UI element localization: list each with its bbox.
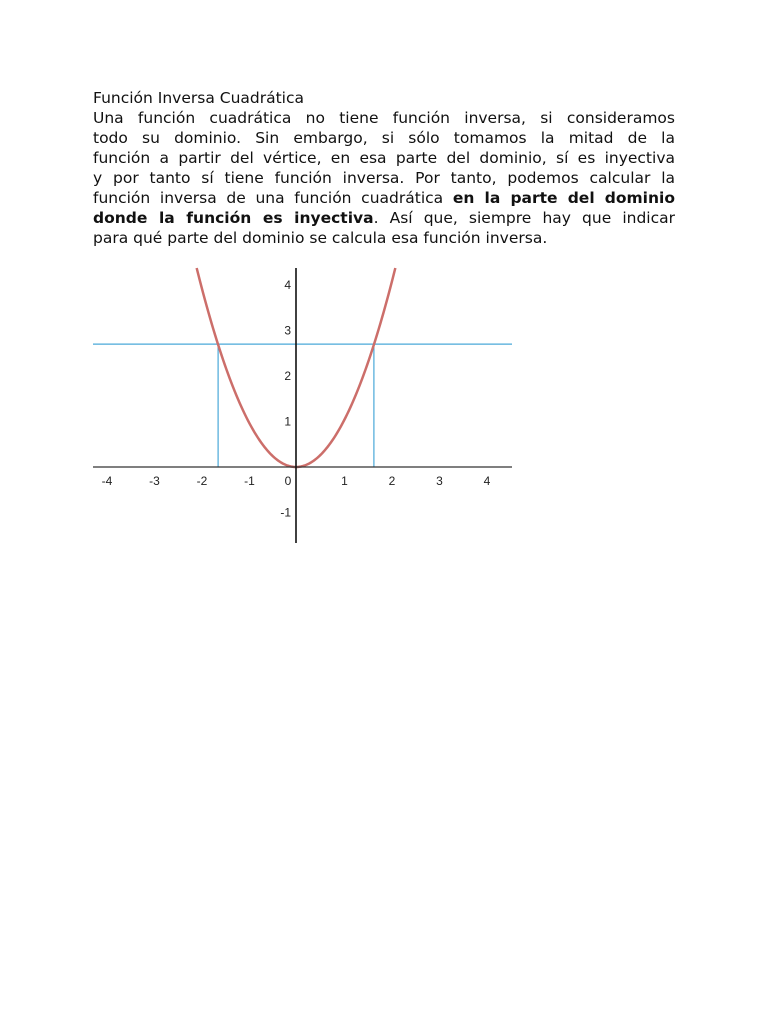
x-tick-label: 3 — [436, 474, 443, 488]
text-run: función a partir del vértice, en esa parte del dominio, sí es inyectiva — [93, 149, 675, 167]
x-tick-label: 2 — [388, 474, 396, 488]
bold-text: en la parte del dominio — [452, 189, 675, 207]
document-title: Función Inversa Cuadrática — [93, 89, 305, 107]
x-tick-label: 4 — [483, 474, 491, 488]
text-run: función inversa de una función cuadrática — [93, 189, 453, 207]
x-tick-label: -2 — [196, 474, 208, 488]
y-tick-label: 3 — [284, 323, 291, 338]
x-tick-label: -3 — [149, 474, 160, 488]
text-run: Una función cuadrática no tiene función inversa, si consideramos — [93, 109, 675, 127]
x-tick-label: 0 — [284, 474, 292, 488]
x-tick-label: -1 — [244, 474, 255, 488]
guide-lines — [93, 344, 512, 467]
text-run: y por tanto sí tiene función inversa. Por tanto, podemos calcular la — [93, 169, 675, 187]
y-tick-label: 2 — [284, 369, 291, 383]
y-tick-label: -1 — [280, 505, 291, 520]
text-run: todo su dominio. Sin embargo, si sólo tomamos la mitad de la — [93, 129, 675, 147]
text-run: para qué parte del dominio se calcula esa función inversa. — [93, 229, 548, 247]
y-tick-label: 4 — [284, 278, 291, 292]
y-tick-label: 1 — [284, 414, 291, 429]
bold-text: donde la función es inyectiva — [93, 209, 374, 227]
axes — [93, 268, 512, 543]
text-run: . Así que, siempre hay que indicar — [373, 209, 675, 227]
x-tick-label: -4 — [101, 474, 113, 488]
x-tick-label: 1 — [341, 474, 348, 488]
